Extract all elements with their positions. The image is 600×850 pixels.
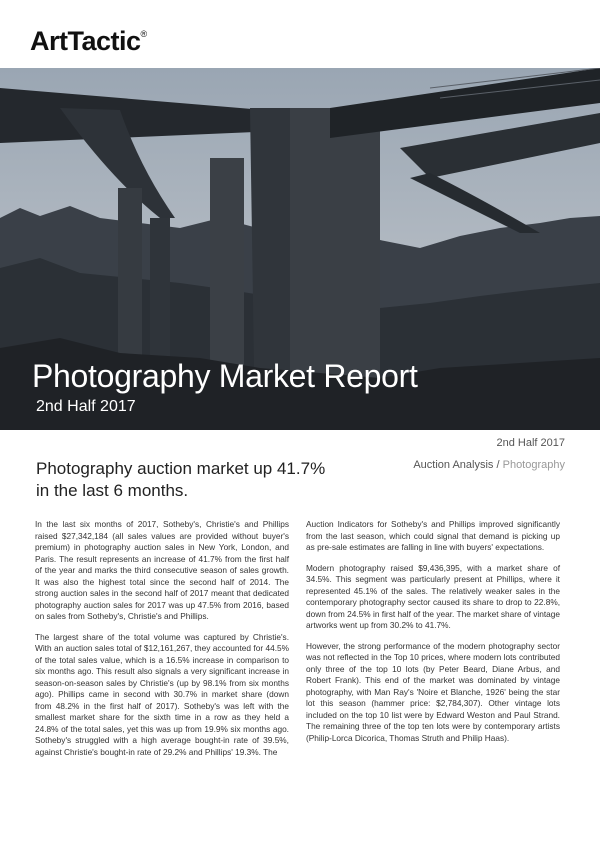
paragraph: The largest share of the total volume was captured by Christie's. With an auction sales total of $12,161,267, they accounted for 44.5% of the total sales value, which is a 16.5% increase in comparison to six months ago. This result also signals a very significant increase in season-on-season sales by Christie's (up by 98.1% from six months ago). Phillips came in second with 30.7% in market share (down from 48.2% in the first half of 2017). Sotheby's was left with the smallest market share for the sixth time in a row as they held a 24.8% of the total sales, yet this was up from 19.9% six months ago. Sotheby's struggled with a high average bought-in rate of 39.5%, against Christie's bought-in rate of 29.2% and Phillips' 19.3%. The [35,631,289,757]
registered-mark: ® [140,29,147,39]
report-period: 2nd Half 2017 [496,437,565,449]
hero-image [0,68,600,430]
subcategory-label: Photography [502,459,565,471]
category-separator: / [493,459,503,471]
brand-name: ArtTactic [30,26,141,56]
body-column-left [35,519,289,767]
article-headline: Photography auction market up 41.7% in the last 6 months. [36,459,326,500]
body-column-right [306,519,560,753]
report-title: Photography Market Report [32,358,418,394]
paragraph: Auction Indicators for Sotheby's and Phillips improved significantly from the last season, which could signal that demand is picking up as pre-sale estimates are falling in line with buyers' expectations. [306,519,560,552]
paragraph: However, the strong performance of the modern photography sector was not reflected in the Top 10 prices, where modern lots contributed only three of the top 10 lots (by Peter Beard, Diane Arbus, and Robert Frank). This end of the market was dominated by vintage photography, with Man Ray's 'Noire et Blanche, 1926' being the star lot this season (hammer price: $2,784,307). Other vintage lots included on the top 10 list were by Edward Weston and Paul Strand. The remaining three of the top ten lots were by contemporary artists (Philip-Lorca Dicorica, Thomas Struth and Philip Haas). [306,640,560,743]
paragraph: Modern photography raised $9,436,395, with a market share of 34.5%. This segment was particularly present at Phillips, where it represented 45.1% of the sales. The relatively weaker sales in the contemporary photography sector caused its share to drop to 22.8%, down from 24.5% in first half of the year. The market share of vintage artworks went up from 30.2% to 41.7%. [306,562,560,630]
paragraph: In the last six months of 2017, Sotheby's, Christie's and Phillips raised $27,342,184 (all sales values are provided without buyer's premium) in photography auction sales in New York, London, and Paris. The result represents an increase of 41.7% from the first half of the year and marks the third consecutive season of sales growth. It was also the highest total since the second half of 2014. The strong auction sales in the second half of 2017 meant that dedicated photography auction sales for 2017 was up 47.5% from 2016, based on sales from Sotheby's, Christie's and Phillips. [35,519,289,621]
category-label: Auction Analysis [413,459,494,471]
report-category [413,459,565,471]
arttactic-logo [30,26,147,57]
report-subtitle: 2nd Half 2017 [36,398,136,415]
